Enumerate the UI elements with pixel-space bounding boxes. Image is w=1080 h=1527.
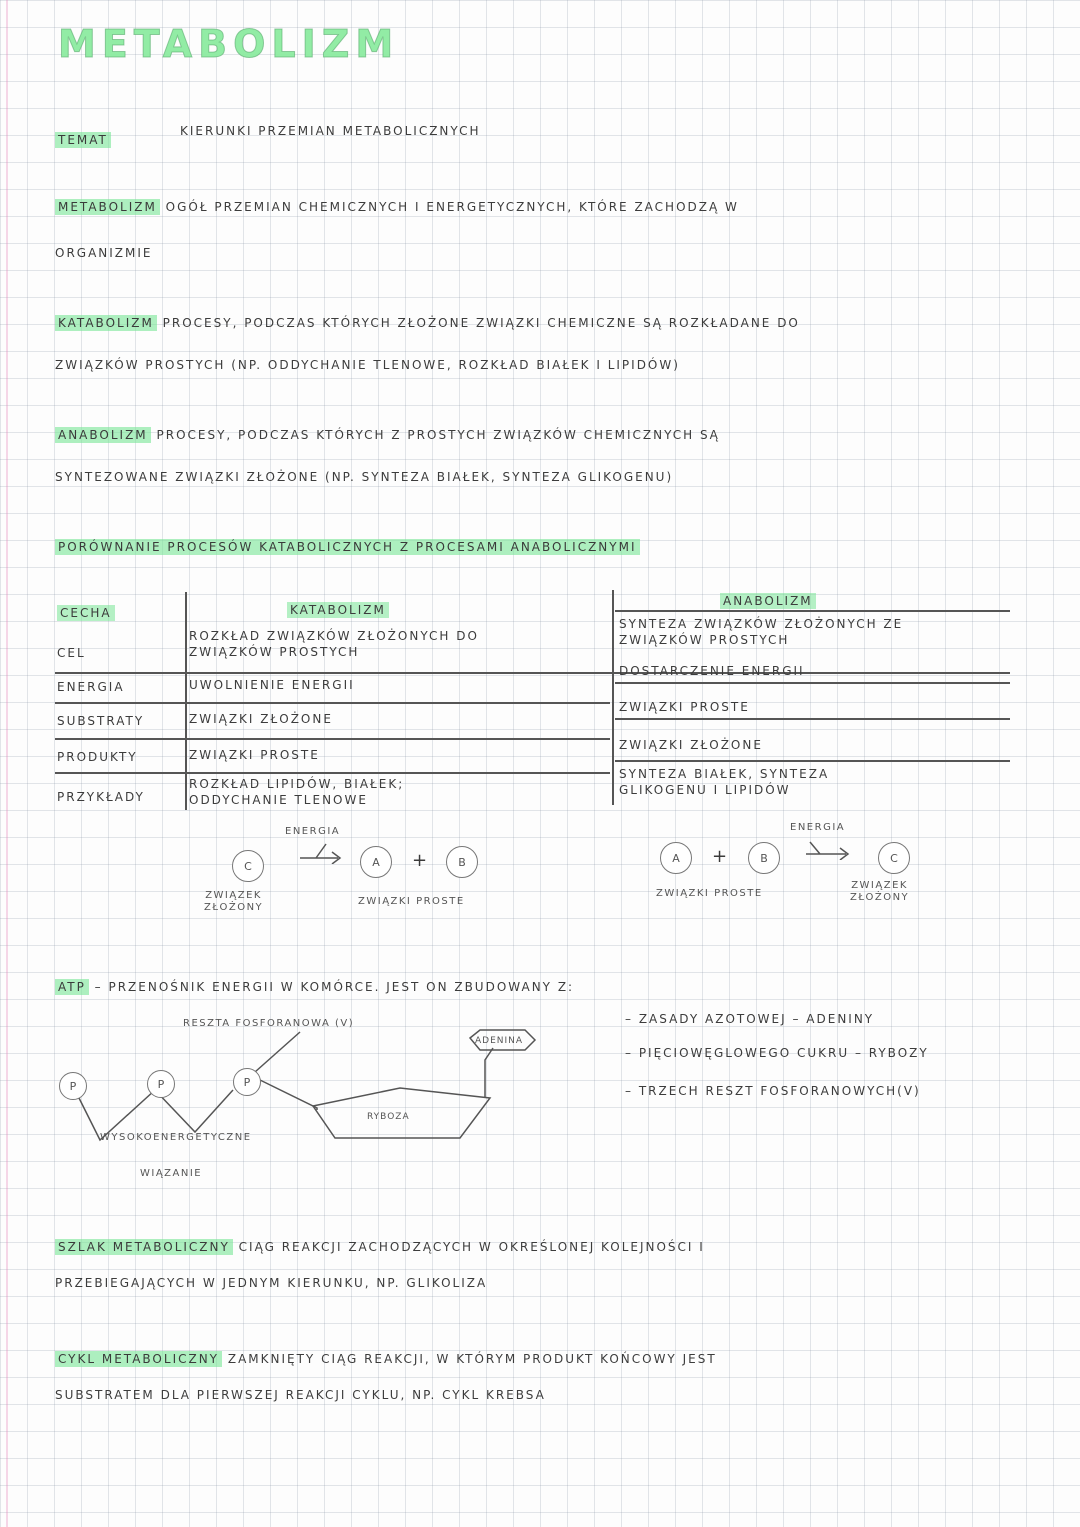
label-line: ZŁOŻONY [204, 902, 264, 913]
cell-line: ROZKŁAD LIPIDÓW, BIAŁEK; [189, 777, 405, 791]
row-feature-produkty: PRODUKTY [57, 750, 138, 764]
cell-line: SYNTEZA BIAŁEK, SYNTEZA [619, 767, 830, 781]
szlak-definition-line2: PRZEBIEGAJĄCYCH W JEDNYM KIERUNKU, NP. GLIKOLIZA [55, 1276, 488, 1290]
row-przyklady-katabolizm [189, 776, 404, 808]
topic-label-text: TEMAT [55, 132, 111, 148]
table-divider [615, 760, 1010, 762]
atp-component-ribose: – PIĘCIOWĘGLOWEGO CUKRU – RYBOZY [625, 1046, 929, 1060]
atp-definition [55, 980, 574, 994]
cell-line: GLIKOGENU I LIPIDÓW [619, 783, 791, 797]
metabolizm-text: OGÓŁ PRZEMIAN CHEMICZNYCH I ENERGETYCZNYCH, KTÓRE ZACHODZĄ W [165, 200, 739, 214]
simple-compounds-label: ZWIĄZKI PROSTE [358, 896, 465, 907]
metabolizm-definition-line1 [55, 200, 739, 214]
row-feature-energia: ENERGIA [57, 680, 125, 694]
atp-component-phosphates: – TRZECH RESZT FOSFORANOWYCH(V) [625, 1084, 921, 1098]
plus-sign: + [412, 850, 428, 871]
complex-compound-label [204, 890, 263, 914]
cykl-definition-line2: SUBSTRATEM DLA PIERWSZEJ REAKCJI CYKLU, NP. CYKL KREBSA [55, 1388, 546, 1402]
high-energy-bond-label-line2: WIĄZANIE [140, 1168, 203, 1179]
label-line: ZWIĄZEK [205, 890, 262, 901]
adenine-label: ADENINA [475, 1036, 524, 1046]
phosphate-group-1: P [59, 1072, 87, 1100]
atp-text: – PRZENOŚNIK ENERGII W KOMÓRCE. JEST ON ZBUDOWANY Z: [94, 980, 575, 994]
label-line: ZWIĄZEK [851, 880, 908, 891]
phosphate-group-2: P [147, 1070, 175, 1098]
atp-component-adenine: – ZASADY AZOTOWEJ – ADENINY [625, 1012, 875, 1026]
molecule-b: B [446, 846, 478, 878]
anabolizm-definition-line1 [55, 428, 720, 442]
row-produkty-katabolizm: ZWIĄZKI PROSTE [189, 748, 320, 762]
anabolizm-definition-line2: SYNTEZOWANE ZWIĄZKI ZŁOŻONE (NP. SYNTEZA BIAŁEK, SYNTEZA GLIKOGENU) [55, 470, 674, 484]
anabolizm-diagram [650, 816, 950, 926]
atp-bonds-icon [55, 1010, 615, 1190]
row-substraty-anabolizm: ZWIĄZKI PROSTE [619, 700, 750, 714]
szlak-definition-line1 [55, 1240, 705, 1254]
table-header-katabolizm [287, 603, 389, 617]
high-energy-bond-label-line1: WYSOKOENERGETYCZNE [100, 1132, 252, 1143]
anabolizm-term: ANABOLIZM [55, 427, 151, 443]
simple-compounds-label: ZWIĄZKI PROSTE [656, 888, 763, 899]
comparison-heading-text: PORÓWNANIE PROCESÓW KATABOLICZNYCH Z PROCESAMI ANABOLICZNYMI [55, 539, 640, 555]
table-header-anabolizm-text: ANABOLIZM [720, 593, 816, 609]
row-energia-anabolizm: DOSTARCZENIE ENERGII [619, 664, 805, 678]
table-header-feature-text: CECHA [57, 605, 115, 621]
plus-sign: + [712, 846, 728, 867]
cell-line: ZWIĄZKÓW PROSTYCH [619, 633, 790, 647]
row-feature-cel: CEL [57, 646, 86, 660]
cykl-definition-line1 [55, 1352, 717, 1366]
table-divider [615, 610, 1010, 612]
row-cel-anabolizm [619, 616, 903, 648]
metabolizm-definition-line2: ORGANIZMIE [55, 246, 153, 260]
katabolizm-definition-line1 [55, 316, 800, 330]
molecule-c: C [878, 842, 910, 874]
molecule-c: C [232, 850, 264, 882]
ribose-label: RYBOZA [367, 1112, 410, 1122]
table-divider [185, 592, 187, 810]
molecule-a: A [360, 846, 392, 878]
cell-line: ZWIĄZKÓW PROSTYCH [189, 645, 360, 659]
atp-structure-diagram [55, 1010, 615, 1190]
molecule-b: B [748, 842, 780, 874]
row-cel-katabolizm [189, 628, 479, 660]
row-przyklady-anabolizm [619, 766, 829, 798]
page-title: METABOLIZM [58, 22, 400, 66]
row-feature-substraty: SUBSTRATY [57, 714, 145, 728]
row-substraty-katabolizm: ZWIĄZKI ZŁOŻONE [189, 712, 333, 726]
phosphate-label: RESZTA FOSFORANOWA (V) [183, 1018, 355, 1029]
table-header-feature [57, 606, 115, 620]
row-produkty-anabolizm: ZWIĄZKI ZŁOŻONE [619, 738, 763, 752]
table-divider [615, 718, 1010, 720]
katabolizm-diagram [200, 820, 520, 930]
katabolizm-energy-label: ENERGIA [285, 826, 341, 837]
topic-label [55, 133, 111, 147]
cell-line: ROZKŁAD ZWIĄZKÓW ZŁOŻONYCH DO [189, 629, 479, 643]
table-divider [55, 672, 1010, 674]
comparison-heading [55, 540, 640, 554]
cykl-term: CYKL METABOLICZNY [55, 1351, 222, 1367]
table-divider [55, 702, 610, 704]
cell-line: SYNTEZA ZWIĄZKÓW ZŁOŻONYCH ZE [619, 617, 904, 631]
atp-term: ATP [55, 979, 89, 995]
phosphate-group-3: P [233, 1068, 261, 1096]
table-divider [55, 772, 610, 774]
label-line: ZŁOŻONY [850, 892, 910, 903]
szlak-term: SZLAK METABOLICZNY [55, 1239, 233, 1255]
table-header-anabolizm [720, 594, 816, 608]
cykl-text: ZAMKNIĘTY CIĄG REAKCJI, W KTÓRYM PRODUKT KOŃCOWY JEST [227, 1352, 717, 1366]
row-energia-katabolizm: UWOLNIENIE ENERGII [189, 678, 355, 692]
table-divider [615, 682, 1010, 684]
anabolizm-energy-label: ENERGIA [790, 822, 846, 833]
katabolizm-text: PROCESY, PODCZAS KTÓRYCH ZŁOŻONE ZWIĄZKI CHEMICZNE SĄ ROZKŁADANE DO [162, 316, 800, 330]
anabolizm-text: PROCESY, PODCZAS KTÓRYCH Z PROSTYCH ZWIĄZKÓW CHEMICZNYCH SĄ [156, 428, 720, 442]
complex-compound-label [850, 880, 909, 904]
katabolizm-energy-arrow-icon [298, 840, 344, 864]
anabolizm-energy-arrow-icon [804, 836, 852, 860]
metabolizm-term: METABOLIZM [55, 199, 160, 215]
topic-value: KIERUNKI PRZEMIAN METABOLICZNYCH [180, 124, 481, 138]
szlak-text: CIĄG REAKCJI ZACHODZĄCYCH W OKREŚLONEJ KOLEJNOŚCI I [238, 1240, 705, 1254]
table-header-katabolizm-text: KATABOLIZM [287, 602, 389, 618]
page-margin-line [6, 0, 8, 1527]
table-divider [55, 738, 610, 740]
katabolizm-definition-line2: ZWIĄZKÓW PROSTYCH (NP. ODDYCHANIE TLENOWE, ROZKŁAD BIAŁEK I LIPIDÓW) [55, 358, 680, 372]
comparison-table [55, 590, 1010, 815]
molecule-a: A [660, 842, 692, 874]
cell-line: ODDYCHANIE TLENOWE [189, 793, 368, 807]
row-feature-przyklady: PRZYKŁADY [57, 790, 145, 804]
katabolizm-term: KATABOLIZM [55, 315, 157, 331]
table-divider [612, 590, 614, 805]
